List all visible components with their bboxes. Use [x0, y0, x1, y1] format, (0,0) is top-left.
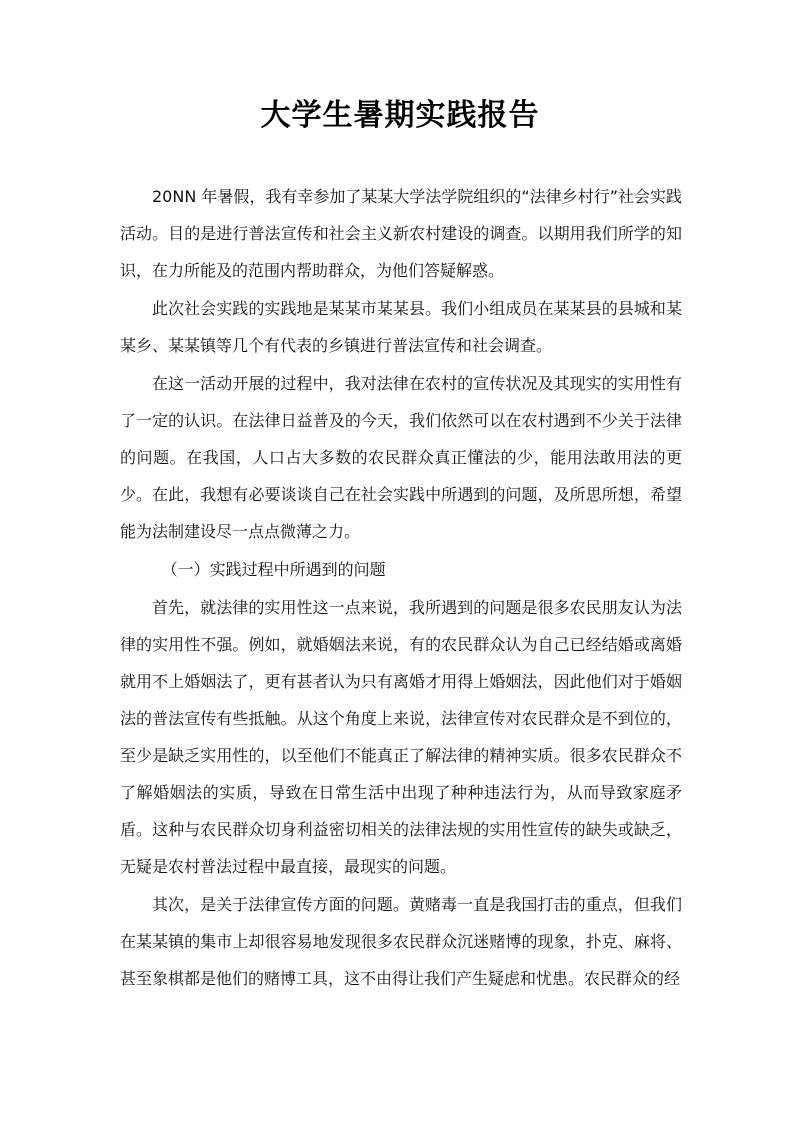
paragraph: 此次社会实践的实践地是某某市某某县。我们小组成员在某某县的县城和某某乡、某某镇等几个有代表的乡镇进行普法宣传和社会调查。	[120, 299, 682, 355]
paragraph: 首先，就法律的实用性这一点来说，我所遇到的问题是很多农民朋友认为法律的实用性不强。例如，就婚姻法来说，有的农民群众认为自己已经结婚或离婚就用不上婚姻法了，更有甚者认为只有离婚才用得上婚姻法，因此他们对于婚姻法的普法宣传有些抵触。从这个角度上来说，法律宣传对农民群众是不到位的，至少是缺乏实用性的，以至他们不能真正了解法律的精神实质。很多农民群众不了解婚姻法的实质，导致在日常生活中出现了种种违法行为，从而导致家庭矛盾。这种与农民群众切身利益密切相关的法律法规的实用性宣传的缺失或缺乏，无疑是农村普法过程中最直接，最现实的问题。	[120, 598, 682, 876]
paragraph: 20NN 年暑假，我有幸参加了某某大学法学院组织的“法律乡村行”社会实践活动。目的是进行普法宣传和社会主义新农村建设的调查。以期用我们所学的知识，在力所能及的范围内帮助群众，为他们答疑解惑。	[120, 187, 682, 280]
paragraph: 其次，是关于法律宣传方面的问题。黄赌毒一直是我国打击的重点，但我们在某某镇的集市上却很容易地发现很多农民群众沉迷赌博的现象，扑克、麻将、甚至象棋都是他们的赌博工具，这不由得让我们产生疑虑和忧患。农民群众的经	[120, 895, 682, 988]
section-heading: （一）实践过程中所遇到的问题	[161, 560, 386, 579]
document-body	[120, 178, 682, 998]
paragraph: 在这一活动开展的过程中，我对法律在农村的宣传状况及其现实的实用性有了一定的认识。在法律日益普及的今天，我们依然可以在农村遇到不少关于法律的问题。在我国，人口占大多数的农民群众真正懂法的少，能用法敢用法的更少。在此，我想有必要谈谈自己在社会实践中所遇到的问题，及所思所想，希望能为法制建设尽一点点微薄之力。	[120, 374, 682, 541]
document-title: 大学生暑期实践报告	[260, 98, 540, 133]
